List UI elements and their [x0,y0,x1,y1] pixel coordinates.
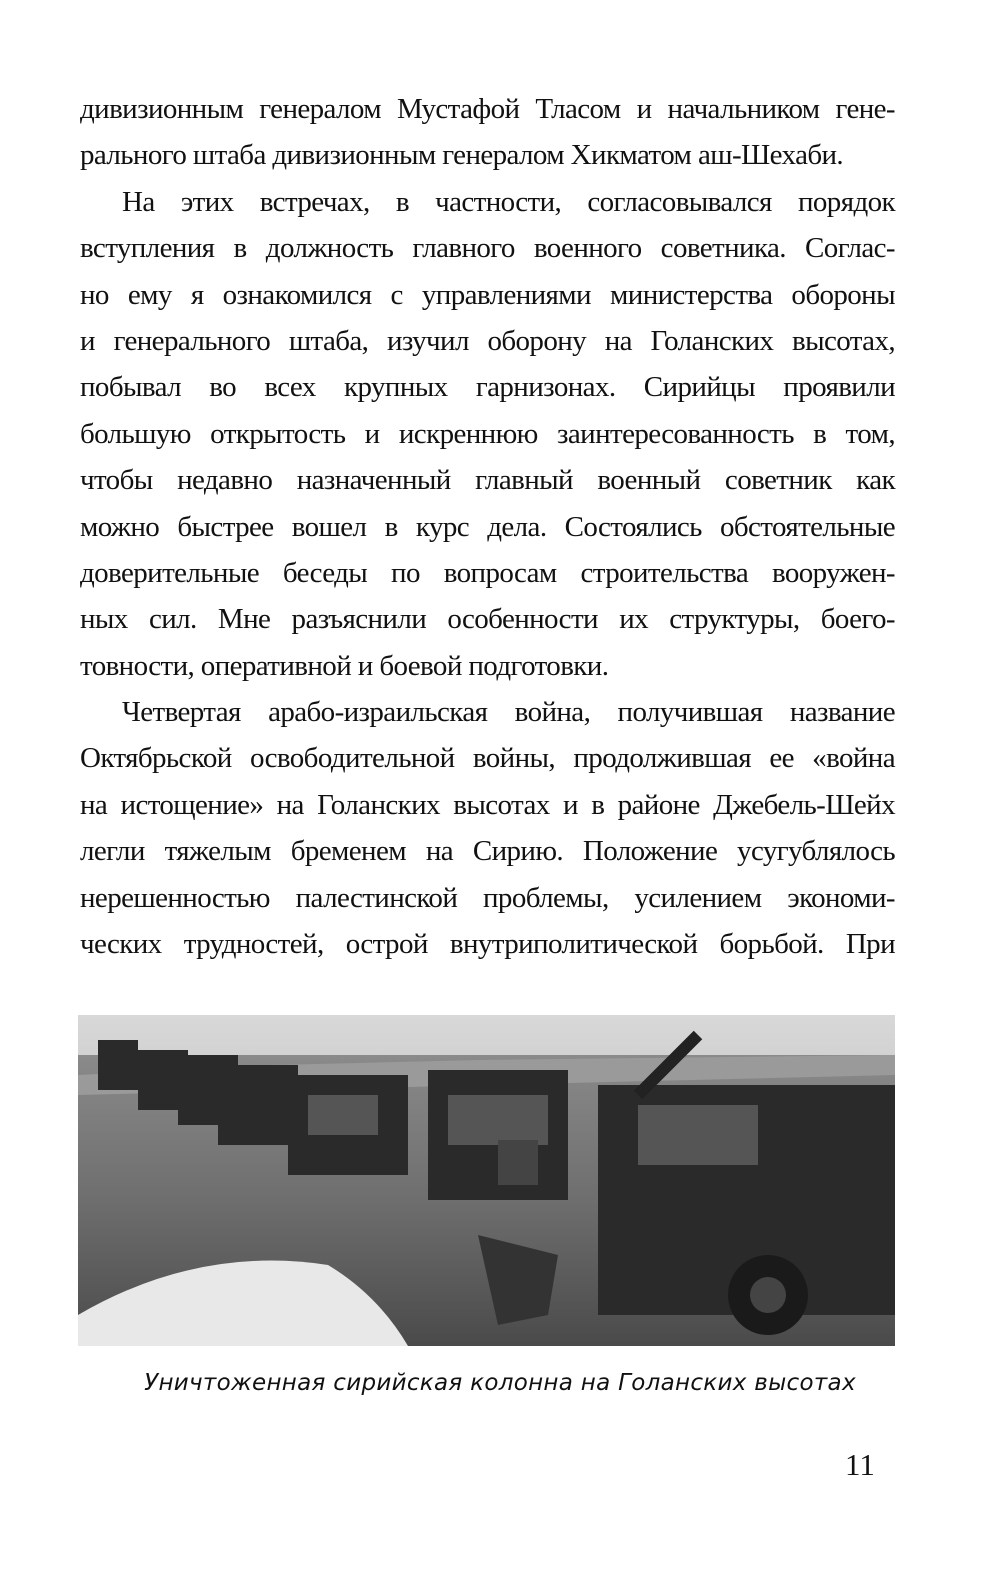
text-line: ческих трудностей, острой внутриполитической борьбой. При [80,928,895,961]
body-text [80,86,895,967]
text-line: Четвертая арабо-израильская война, получившая название [122,696,895,729]
page-number: 11 [845,1447,875,1482]
text-line: дивизионным генералом Мустафой Тласом и начальником гене- [80,93,895,125]
text-line: Октябрьской освободительной войны, продолжившая ее «война [80,742,895,775]
text-line: вступления в должность главного военного советника. Соглас- [80,232,895,265]
text-line: чтобы недавно назначенный главный военный советник как [80,464,895,497]
text-line: но ему я ознакомился с управлениями министерства обороны [80,278,895,311]
photo-caption: Уничтоженная сирийская колонна на Голанских высотах [144,1370,856,1396]
text-line: можно быстрее вошел в курс дела. Состоялись обстоятельные [80,510,895,543]
text-line: рального штаба дивизионным генералом Хикматом аш-Шехаби. [80,139,844,172]
text-line: нерешенностью палестинской проблемы, усилением экономи- [80,881,895,914]
text-line: большую открытость и искреннюю заинтересованность в том, [80,417,895,450]
text-line: ных сил. Мне разъяснили особенности их структуры, боего- [80,603,895,636]
text-line: На этих встречах, в частности, согласовывался порядок [122,185,895,218]
text-line: доверительные беседы по вопросам строительства вооружен- [80,556,895,589]
text-line: и генерального штаба, изучил оборону на Голанских высотах, [80,324,895,357]
photo-destroyed-column [78,1015,895,1346]
text-line: побывал во всех крупных гарнизонах. Сирийцы проявили [80,371,895,404]
photo-image [78,1015,895,1346]
text-line: товности, оперативной и боевой подготовки. [80,649,609,682]
text-line: легли тяжелым бременем на Сирию. Положение усугублялось [80,835,895,868]
text-line: на истощение» на Голанских высотах и в районе Джебель-Шейх [80,788,895,821]
